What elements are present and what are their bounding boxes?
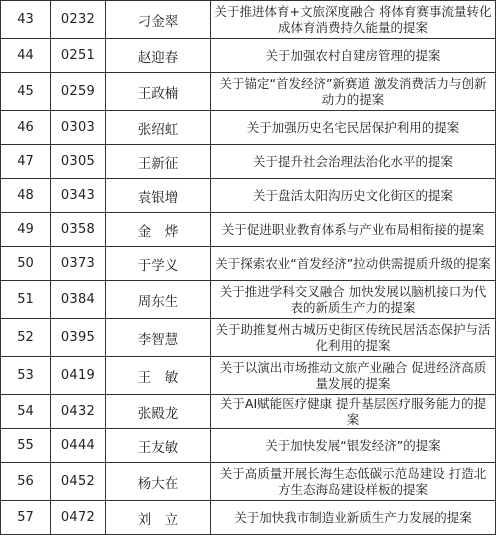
proposal-title: 关于盘活太阳沟历史文化街区的提案 [211, 179, 496, 213]
table-row [1, 395, 496, 429]
proposal-title: 关于提升社会治理法治化水平的提案 [211, 145, 496, 179]
proposal-title: 关于AI赋能医疗健康 提升基层医疗服务能力的提案 [211, 395, 496, 429]
proposal-title: 关于促进职业教育体系与产业布局相衔接的提案 [211, 213, 496, 247]
proposer-name: 李智慧 [106, 319, 211, 357]
row-number: 53 [1, 357, 51, 395]
table-row [1, 73, 496, 111]
proposal-title: 关于加快我市制造业新质生产力发展的提案 [211, 501, 496, 535]
proposal-title: 关于高质量开展长海生态低碳示范岛建设 打造北方生态海岛建设样板的提案 [211, 463, 496, 501]
row-number: 56 [1, 463, 51, 501]
proposal-title: 关于以演出市场推动文旅产业融合 促进经济高质量发展的提案 [211, 357, 496, 395]
proposal-code: 0472 [51, 501, 106, 535]
table-row [1, 501, 496, 535]
row-number: 48 [1, 179, 51, 213]
proposer-name: 王友敏 [106, 429, 211, 463]
table-row [1, 111, 496, 145]
table-row [1, 179, 496, 213]
proposal-code: 0452 [51, 463, 106, 501]
proposal-code: 0395 [51, 319, 106, 357]
proposer-name: 周东生 [106, 281, 211, 319]
proposal-code: 0373 [51, 247, 106, 281]
proposal-title: 关于探索农业“首发经济”拉动供需提质升级的提案 [211, 247, 496, 281]
proposal-code: 0432 [51, 395, 106, 429]
proposer-name: 杨大在 [106, 463, 211, 501]
table-row [1, 319, 496, 357]
proposal-title: 关于加强历史名宅民居保护利用的提案 [211, 111, 496, 145]
proposal-title: 关于助推复州古城历史街区传统民居活态保护与活化利用的提案 [211, 319, 496, 357]
proposer-name: 张殿龙 [106, 395, 211, 429]
proposer-name: 于学义 [106, 247, 211, 281]
proposal-code: 0343 [51, 179, 106, 213]
proposal-title: 关于推进体育+文旅深度融合 将体育赛事流量转化成体育消费持久能量的提案 [211, 1, 496, 39]
table-row [1, 281, 496, 319]
row-number: 43 [1, 1, 51, 39]
table-row [1, 213, 496, 247]
table-row [1, 463, 496, 501]
row-number: 51 [1, 281, 51, 319]
table-row [1, 429, 496, 463]
proposer-name: 赵迎春 [106, 39, 211, 73]
row-number: 50 [1, 247, 51, 281]
table-row [1, 1, 496, 39]
proposal-title: 关于推进学科交叉融合 加快发展以脑机接口为代表的新质生产力的提案 [211, 281, 496, 319]
table-row [1, 145, 496, 179]
proposer-name: 王 敏 [106, 357, 211, 395]
proposal-code: 0259 [51, 73, 106, 111]
proposer-name: 刘 立 [106, 501, 211, 535]
row-number: 54 [1, 395, 51, 429]
proposal-code: 0419 [51, 357, 106, 395]
proposal-code: 0358 [51, 213, 106, 247]
proposal-code: 0305 [51, 145, 106, 179]
row-number: 44 [1, 39, 51, 73]
table-row [1, 39, 496, 73]
row-number: 55 [1, 429, 51, 463]
proposal-code: 0251 [51, 39, 106, 73]
proposer-name: 王政楠 [106, 73, 211, 111]
proposal-code: 0444 [51, 429, 106, 463]
proposer-name: 王新征 [106, 145, 211, 179]
row-number: 52 [1, 319, 51, 357]
table-row [1, 247, 496, 281]
proposer-name: 刁金翠 [106, 1, 211, 39]
table-row [1, 357, 496, 395]
row-number: 46 [1, 111, 51, 145]
proposal-title: 关于加强农村自建房管理的提案 [211, 39, 496, 73]
proposal-code: 0384 [51, 281, 106, 319]
proposer-name: 袁银增 [106, 179, 211, 213]
proposal-title: 关于锚定“首发经济”新赛道 激发消费活力与创新动力的提案 [211, 73, 496, 111]
row-number: 49 [1, 213, 51, 247]
row-number: 45 [1, 73, 51, 111]
proposal-code: 0232 [51, 1, 106, 39]
row-number: 47 [1, 145, 51, 179]
row-number: 57 [1, 501, 51, 535]
proposal-code: 0303 [51, 111, 106, 145]
proposer-name: 金 烨 [106, 213, 211, 247]
proposal-title: 关于加快发展“银发经济”的提案 [211, 429, 496, 463]
proposer-name: 张绍虹 [106, 111, 211, 145]
